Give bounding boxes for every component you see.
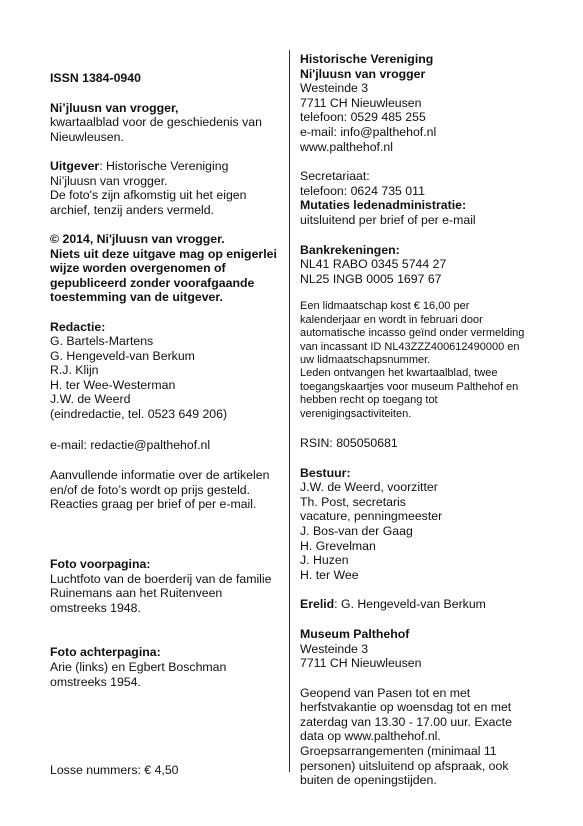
editor-name: R.J. Klijn <box>50 363 99 378</box>
hours-line: buiten de openingstijden. <box>300 773 437 788</box>
honorary-name: : G. Hengeveld-van Berkum <box>334 597 486 612</box>
bank-accounts <box>300 243 550 287</box>
copyright-line: toestemming van de uitgever. <box>50 290 223 305</box>
front-cover-line: Luchtfoto van de boerderij van de familie <box>50 571 272 586</box>
rsin-number: RSIN: 805050681 <box>300 435 398 450</box>
back-cover-label: Foto achterpagina: <box>50 645 161 660</box>
membership-line: kalenderjaar en wordt in februari door <box>300 313 483 326</box>
board-member: J. Bos-van der Gaag <box>300 523 413 538</box>
museum-info <box>300 627 550 671</box>
copyright-line: © 2014, Ni'jluusn van vrogger. <box>50 231 225 246</box>
magazine-info <box>50 101 278 145</box>
editors <box>50 320 278 422</box>
front-cover-caption <box>50 557 278 615</box>
editor-name: J.W. de Weerd <box>50 392 131 407</box>
membership-line: Een lidmaatschap kost € 16,00 per <box>300 300 470 313</box>
membership-line: automatische incasso geïnd onder vermelding <box>300 327 525 340</box>
bank-account: NL25 INGB 0005 1697 67 <box>300 271 442 286</box>
additional-info <box>50 468 278 512</box>
board-label: Bestuur: <box>300 465 351 480</box>
board <box>300 466 550 583</box>
right-column <box>300 52 550 788</box>
secretariat-label: Secretariaat: <box>300 169 370 184</box>
column-divider <box>289 50 290 772</box>
copyright-line: wijze worden overgenomen of <box>50 261 226 276</box>
info-line: en/of de foto’s wordt op prijs gesteld. <box>50 482 251 497</box>
hours-line: herfstvakantie op woensdag tot en met <box>300 700 512 715</box>
museum-name: Museum Palthehof <box>300 626 410 641</box>
back-cover-line: omstreeks 1954. <box>50 674 141 689</box>
secretariat <box>300 169 550 227</box>
hours-line: Groepsarrangementen (minimaal 11 <box>300 744 497 759</box>
back-cover-caption <box>50 645 278 689</box>
society-address <box>300 52 550 154</box>
editor-name: (eindredactie, tel. 0523 649 206) <box>50 407 228 422</box>
membership-line: hebben recht op toegang tot <box>300 394 438 407</box>
publisher-line: De foto's zijn afkomstig uit het eigen <box>50 188 247 203</box>
board-member: H. Grevelman <box>300 538 376 553</box>
hours-line: data op www.palthehof.nl. <box>300 729 441 744</box>
honorary-member <box>300 597 550 612</box>
magazine-line: kwartaalblad voor de geschiedenis van <box>50 115 262 130</box>
society-name: Ni'jluusn van vrogger <box>300 66 426 81</box>
museum-opening-hours <box>300 686 550 788</box>
info-line: Aanvullende informatie over de artikelen <box>50 468 270 483</box>
editor-name: G. Hengeveld-van Berkum <box>50 348 195 363</box>
board-member: H. ter Wee <box>300 567 359 582</box>
museum-address: Westeinde 3 <box>300 641 369 656</box>
society-email[interactable]: e-mail: info@palthehof.nl <box>300 124 437 139</box>
publisher-label: Uitgever <box>50 158 100 173</box>
info-line: Reacties graag per brief of per e-mail. <box>50 497 257 512</box>
bank-account: NL41 RABO 0345 5744 27 <box>300 257 447 272</box>
honorary-label: Erelid <box>300 597 335 612</box>
board-member: J. Huzen <box>300 553 349 568</box>
society-name: Historische Vereniging <box>300 52 434 66</box>
membership-line: verenigingsactiviteiten. <box>300 407 412 420</box>
front-cover-line: omstreeks 1948. <box>50 600 141 615</box>
board-member: Th. Post, secretaris <box>300 494 406 509</box>
society-phone: telefoon: 0529 485 255 <box>300 110 426 125</box>
society-line: 7711 CH Nieuwleusen <box>300 95 422 110</box>
copyright-line: gepubliceerd zonder voorafgaande <box>50 275 255 290</box>
single-issue-price: Losse nummers: € 4,50 <box>50 763 179 777</box>
museum-address: 7711 CH Nieuwleusen <box>300 656 422 671</box>
back-cover-line: Arie (links) en Egbert Boschman <box>50 660 227 674</box>
issn: ISSN 1384-0940 <box>50 71 141 85</box>
membership-line: Leden ontvangen het kwartaalblad, twee <box>300 367 498 380</box>
magazine-line: Nieuwleusen. <box>50 129 124 144</box>
editor-name: G. Bartels-Martens <box>50 334 154 349</box>
membership-line: toegangskaartjes voor museum Palthehof en <box>300 380 519 393</box>
publisher-info <box>50 159 278 217</box>
hours-line: zaterdag van 13.30 - 17.00 uur. Exacte <box>300 714 512 729</box>
editors-label: Redactie: <box>50 319 106 334</box>
hours-line: personen) uitsluitend op afspraak, ook <box>300 758 509 773</box>
society-website[interactable]: www.palthehof.nl <box>300 139 393 154</box>
magazine-title: Ni’jluusn van vrogger, <box>50 100 179 115</box>
hours-line: Geopend van Pasen tot en met <box>300 685 471 700</box>
bank-label: Bankrekeningen: <box>300 242 400 257</box>
editorial-email[interactable]: e-mail: redactie@palthehof.nl <box>50 437 211 452</box>
membership-info <box>300 300 550 421</box>
member-changes-label: Mutaties ledenadministratie: <box>300 198 467 213</box>
society-line: Westeinde 3 <box>300 81 369 96</box>
publisher-line: Ni’jluusn van vrogger. <box>50 173 168 188</box>
copyright-line: Niets uit deze uitgave mag op enigerlei <box>50 246 277 261</box>
publisher-name: : Historische Vereniging <box>99 158 229 173</box>
board-member: J.W. de Weerd, voorzitter <box>300 480 438 495</box>
secretariat-phone: telefoon: 0624 735 011 <box>300 183 425 198</box>
board-member: vacature, penningmeester <box>300 509 443 524</box>
member-changes-text: uitsluitend per brief of per e-mail <box>300 212 476 227</box>
membership-line: van incassant ID NL43ZZZ400612490000 en <box>300 340 520 353</box>
front-cover-label: Foto voorpagina: <box>50 557 151 572</box>
copyright-notice <box>50 232 278 305</box>
publisher-line: archief, tenzij anders vermeld. <box>50 202 215 217</box>
left-column <box>50 71 278 689</box>
front-cover-line: Ruinemans aan het Ruitenveen <box>50 586 223 601</box>
editor-name: H. ter Wee-Westerman <box>50 377 176 392</box>
membership-line: uw lidmaatschapsnummer. <box>300 353 431 366</box>
